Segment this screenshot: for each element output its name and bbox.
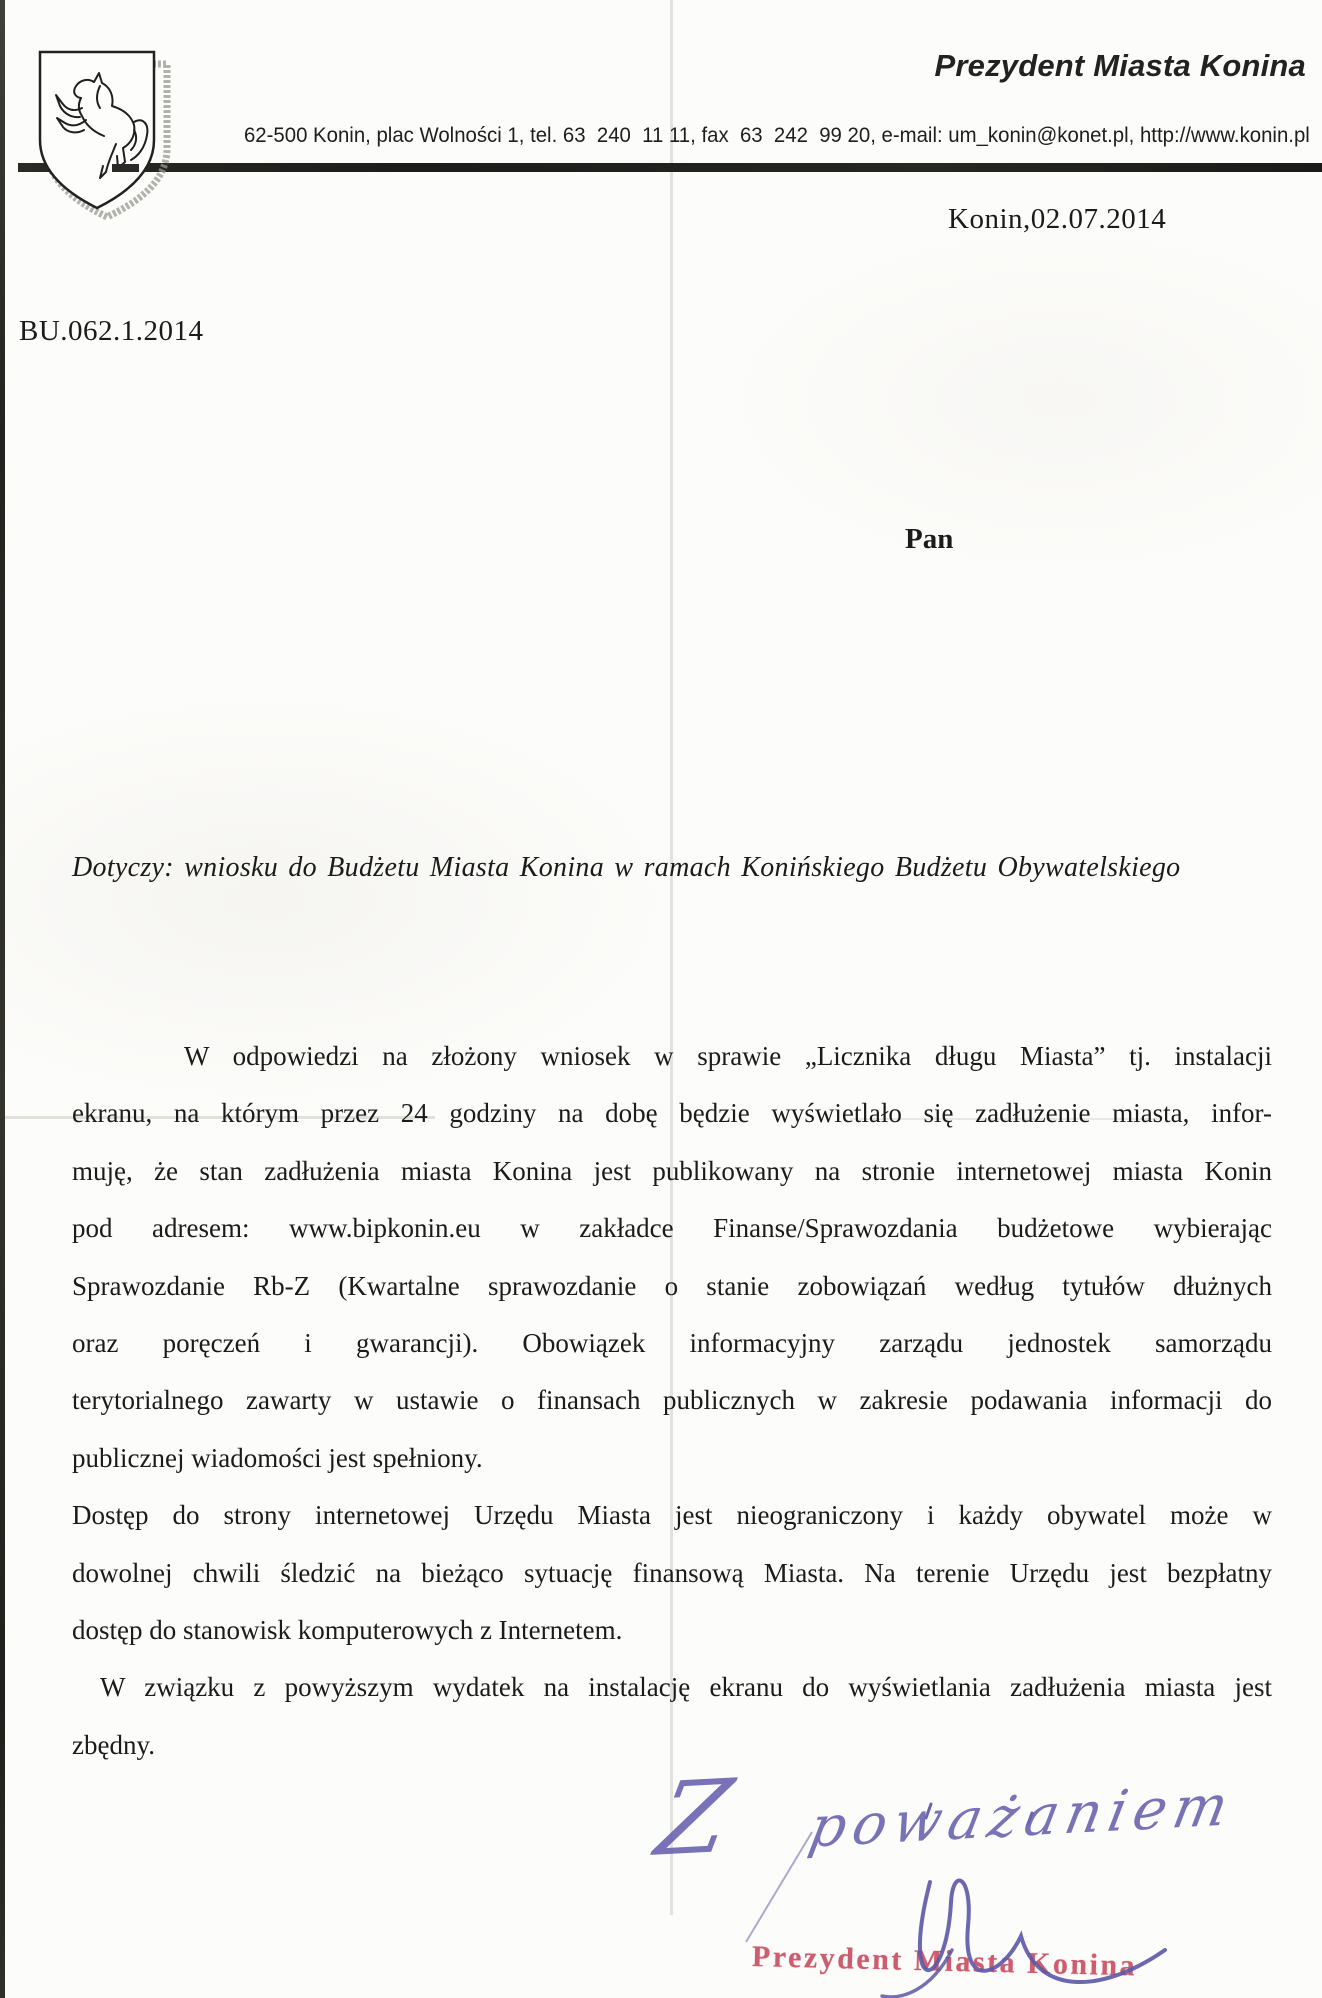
body-line: pod adresem: www.bipkonin.eu w zakładce Finanse/Sprawozdania budżetowe wybierając xyxy=(72,1213,1272,1244)
body-line: terytorialnego zawarty w ustawie o finansach publicznych w zakresie podawania informacji do xyxy=(72,1385,1272,1416)
reference-number: BU.062.1.2014 xyxy=(19,315,204,347)
handwritten-closing: Z poważaniem xyxy=(648,1756,1241,1879)
body-line: dostęp do stanowisk komputerowych z Internetem. xyxy=(72,1614,623,1645)
scan-edge-shadow xyxy=(0,0,5,1998)
body-line: dowolnej chwili śledzić na bieżąco sytuację finansową Miasta. Na terenie Urzędu jest bezpłatny xyxy=(72,1557,1272,1588)
body-line: publicznej wiadomości jest spełniony. xyxy=(72,1442,483,1473)
letter-body xyxy=(72,1028,1272,1774)
letterhead-title: Prezydent Miasta Konina xyxy=(934,48,1306,83)
body-line: ekranu, na którym przez 24 godziny na dobę będzie wyświetlało się zadłużenie miasta, infor- xyxy=(72,1098,1272,1129)
body-line: Dostęp do strony internetowej Urzędu Miasta jest nieograniczony i każdy obywatel może w xyxy=(72,1500,1272,1531)
header-rule-fragment xyxy=(112,164,139,172)
body-line: oraz poręczeń i gwarancji). Obowiązek informacyjny zarządu jednostek samorządu xyxy=(72,1327,1272,1358)
subject-line: Dotyczy: wniosku do Budżetu Miasta Konina w ramach Konińskiego Budżetu Obywatelskiego xyxy=(72,852,1181,883)
body-line: zbędny. xyxy=(72,1729,155,1760)
body-line: Sprawozdanie Rb-Z (Kwartalne sprawozdanie o stanie zobowiązań według tytułów dłużnych xyxy=(72,1270,1272,1301)
body-line: W związku z powyższym wydatek na instalację ekranu do wyświetlania zadłużenia miasta jest xyxy=(100,1672,1272,1703)
letterhead-address: 62-500 Konin, plac Wolności 1, tel. 63 240 11 11, fax 63 242 99 20, e-mail: um_konin@konet.pl, http://www.konin.pl xyxy=(244,124,1310,147)
handwritten-signature xyxy=(600,1700,1322,1998)
place-and-date: Konin,02.07.2014 xyxy=(948,203,1167,235)
coat-of-arms-icon xyxy=(30,44,182,226)
body-line: W odpowiedzi na złożony wniosek w sprawie „Licznika długu Miasta” tj. instalacji xyxy=(184,1041,1272,1071)
body-line: muję, że stan zadłużenia miasta Konina jest publikowany na stronie internetowej miasta Konin xyxy=(72,1155,1272,1186)
recipient-salutation: Pan xyxy=(905,523,954,555)
header-divider-rule xyxy=(18,163,1322,172)
official-stamp-text: Prezydent Miasta Konina xyxy=(751,1940,1138,1983)
